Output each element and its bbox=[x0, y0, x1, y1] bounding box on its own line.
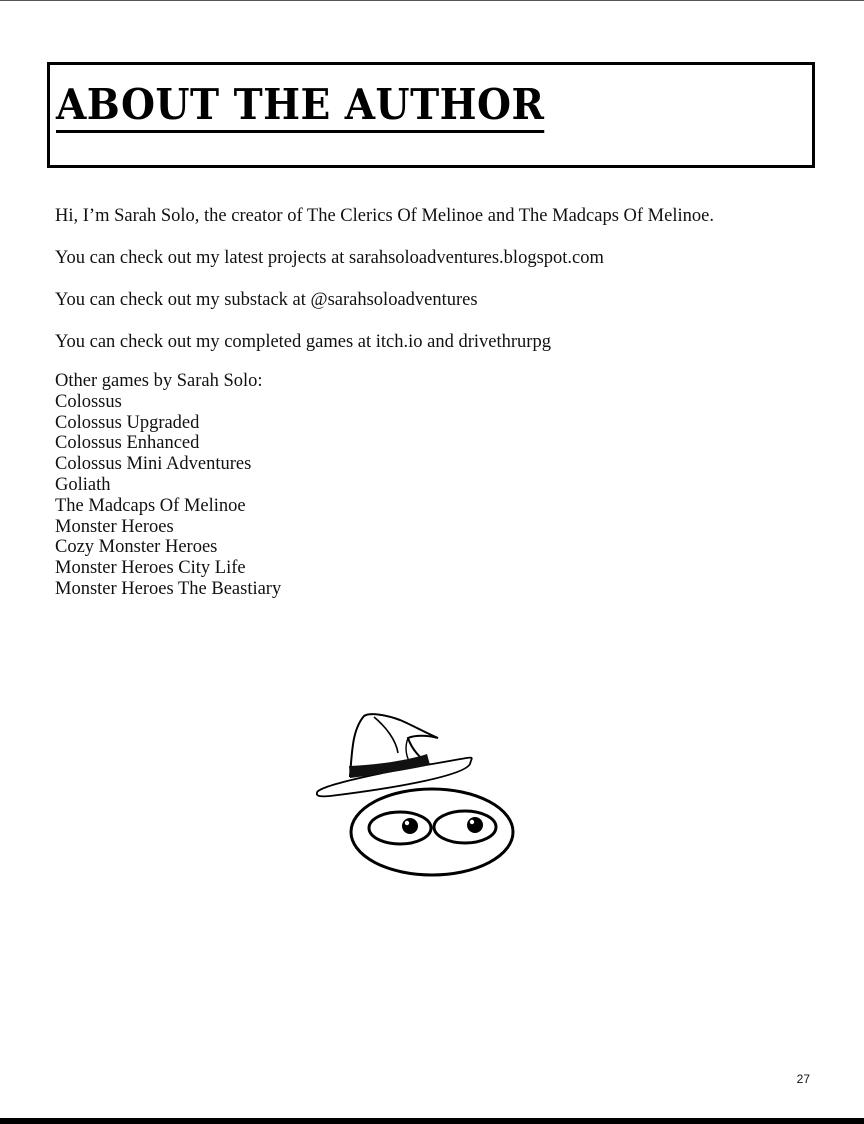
left-eye-shine bbox=[405, 821, 409, 825]
top-rule bbox=[0, 0, 864, 1]
right-eye bbox=[434, 811, 496, 843]
page-number: 27 bbox=[796, 1072, 810, 1086]
page-title: ABOUT THE AUTHOR bbox=[56, 81, 544, 133]
game-item: The Madcaps Of Melinoe bbox=[55, 495, 246, 516]
bottom-bar bbox=[0, 1118, 864, 1124]
game-item: Cozy Monster Heroes bbox=[55, 537, 218, 558]
game-item: Colossus Enhanced bbox=[55, 433, 200, 454]
game-item: Colossus bbox=[55, 391, 122, 412]
game-item: Colossus Upgraded bbox=[55, 412, 200, 433]
left-pupil bbox=[402, 818, 418, 834]
intro-paragraph: Hi, I’m Sarah Solo, the creator of The Clerics Of Melinoe and The Madcaps Of Melinoe. bbox=[55, 206, 714, 226]
game-item: Monster Heroes City Life bbox=[55, 558, 246, 579]
right-eye-shine bbox=[470, 820, 474, 824]
game-item: Monster Heroes The Beastiary bbox=[55, 578, 282, 599]
title-box bbox=[47, 62, 815, 168]
right-pupil bbox=[467, 817, 483, 833]
author-content bbox=[55, 203, 815, 600]
stores-paragraph: You can check out my completed games at itch.io and drivethrurpg bbox=[55, 332, 551, 352]
wizard-mascot-illustration bbox=[312, 708, 522, 888]
game-item: Monster Heroes bbox=[55, 516, 174, 537]
blog-paragraph: You can check out my latest projects at sarahsoloadventures.blogspot.com bbox=[55, 248, 604, 268]
other-games-section bbox=[55, 371, 815, 600]
other-games-heading: Other games by Sarah Solo: bbox=[55, 371, 263, 391]
other-games-list bbox=[55, 392, 815, 600]
wizard-hat-face-icon bbox=[312, 708, 522, 888]
game-item: Goliath bbox=[55, 474, 111, 495]
left-eye bbox=[369, 812, 431, 844]
game-item: Colossus Mini Adventures bbox=[55, 454, 252, 475]
substack-paragraph: You can check out my substack at @sarahsoloadventures bbox=[55, 290, 478, 310]
